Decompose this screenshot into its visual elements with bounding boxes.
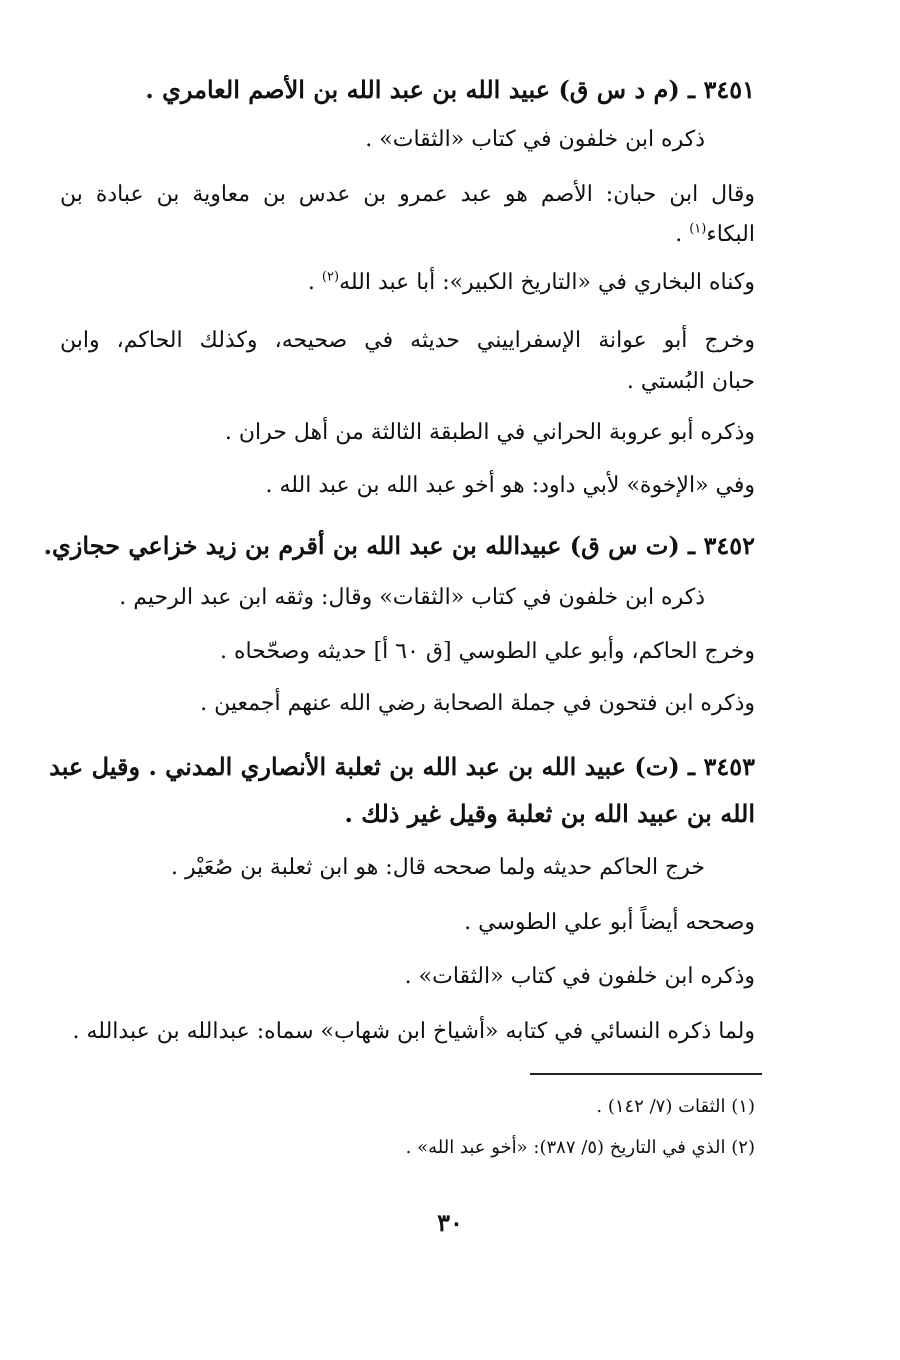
entry-heading-3451: ٣٤٥١ ـ (م د س ق) عبيد الله بن عبد الله بن الأصم العامري . bbox=[145, 75, 755, 104]
entry-line: وذكره ابن فتحون في جملة الصحابة رضي الله عنهم أجمعين . bbox=[200, 691, 755, 716]
footnote-divider bbox=[530, 1073, 762, 1075]
entry-line: ولما ذكره النسائي في كتابه «أشياخ ابن شهاب» سماه: عبدالله بن عبدالله . bbox=[72, 1019, 755, 1044]
entry-heading-3452: ٣٤٥٢ ـ (ت س ق) عبيدالله بن عبد الله بن أقرم بن زيد خزاعي حجازي. bbox=[43, 531, 755, 560]
footnote-2: (٢) الذي في التاريخ (٥/ ٣٨٧): «أخو عبد الله» . bbox=[405, 1137, 755, 1158]
entry-line bbox=[675, 220, 755, 250]
entry-text: البكاء bbox=[706, 222, 755, 247]
entry-line: خرج الحاكم حديثه ولما صححه قال: هو ابن ثعلبة بن صُعَيْر . bbox=[171, 855, 705, 880]
entry-line: وخرج الحاكم، وأبو علي الطوسي [ق ٦٠ أ] حديثه وصحّحاه . bbox=[219, 639, 755, 664]
entry-dot: . bbox=[675, 222, 690, 247]
entry-line: وخرج أبو عوانة الإسفراييني حديثه في صحيحه، وكذلك الحاكم، وابن bbox=[60, 328, 755, 353]
page-number: ٣٠ bbox=[437, 1208, 463, 1237]
entry-heading-continued: الله بن عبيد الله بن ثعلبة وقيل غير ذلك . bbox=[344, 799, 755, 828]
entry-line: وقال ابن حبان: الأصم هو عبد عمرو بن عدس بن معاوية بن عبادة بن bbox=[60, 182, 756, 207]
footnote-ref: (٢) bbox=[321, 269, 340, 285]
footnote-1: (١) الثقات (٧/ ١٤٢) . bbox=[596, 1096, 755, 1117]
entry-line: ذكره ابن خلفون في كتاب «الثقات» وقال: وثقه ابن عبد الرحيم . bbox=[119, 585, 705, 610]
entry-line: ذكره ابن خلفون في كتاب «الثقات» . bbox=[365, 127, 705, 152]
entry-line: وذكره ابن خلفون في كتاب «الثقات» . bbox=[404, 964, 755, 989]
entry-text: وكناه البخاري في «التاريخ الكبير»: أبا عبد الله bbox=[339, 270, 755, 295]
entry-line: وصححه أيضاً أبو علي الطوسي . bbox=[464, 910, 755, 935]
footnote-ref: (١) bbox=[689, 221, 707, 237]
entry-heading-3453: ٣٤٥٣ ـ (ت) عبيد الله بن عبد الله بن ثعلبة الأنصاري المدني . وقيل عبد bbox=[49, 752, 755, 781]
entry-line bbox=[308, 268, 755, 298]
entry-line: حبان البُستي . bbox=[626, 369, 755, 394]
entry-line: وذكره أبو عروبة الحراني في الطبقة الثالثة من أهل حران . bbox=[224, 420, 755, 445]
entry-dot: . bbox=[307, 270, 322, 295]
entry-line: وفي «الإخوة» لأبي داود: هو أخو عبد الله بن عبد الله . bbox=[265, 473, 755, 498]
